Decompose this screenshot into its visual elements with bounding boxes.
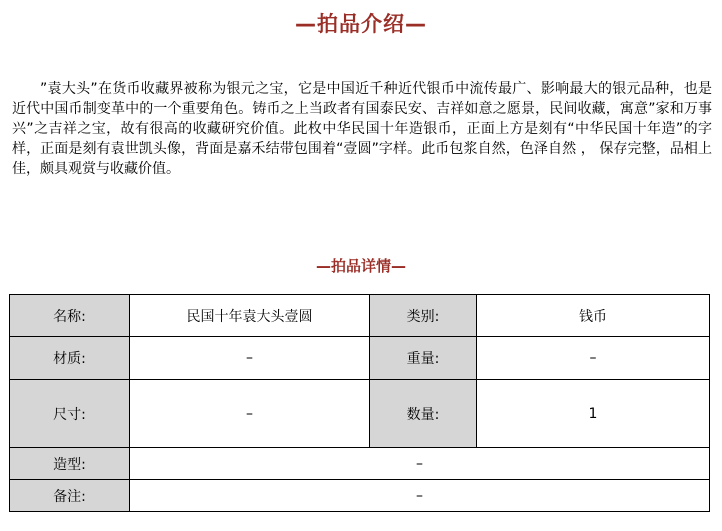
weight-value: – (477, 337, 710, 380)
category-label: 类别: (370, 295, 477, 337)
details-section-title: —拍品详情— (315, 257, 406, 275)
remark-value: – (130, 480, 710, 512)
table-row (10, 480, 710, 512)
material-value: – (130, 337, 370, 380)
table-row (10, 380, 710, 448)
material-label: 材质: (10, 337, 130, 380)
intro-section-title: —拍品介绍— (295, 12, 427, 36)
remark-label: 备注: (10, 480, 130, 512)
details-table (9, 294, 710, 512)
table-row (10, 295, 710, 337)
name-value: 民国十年袁大头壹圆 (130, 295, 370, 337)
shape-label: 造型: (10, 448, 130, 480)
intro-paragraph: ”袁大头”在货币收藏界被称为银元之宝，它是中国近千种近代银币中流传最广、影响最大的银元品种，也是近代中国币制变革中的一个重要角色。铸币之上当政者有国泰民安、吉祥如意之愿景，民间收藏，寓意”家和万事兴”之吉祥之宝，故有很高的收藏研究价值。此枚中华民国十年造银币，正面上方是刻有“中华民国十年造”的字样，正面是刻有袁世凯头像，背面是嘉禾结带包围着“壹圆”字样。此币包浆自然，色泽自然 ， 保存完整，品相上佳，颇具观赏与收藏价值。 (12, 81, 712, 177)
weight-label: 重量: (370, 337, 477, 380)
quantity-label: 数量: (370, 380, 477, 448)
table-row (10, 337, 710, 380)
name-label: 名称: (10, 295, 130, 337)
shape-value: – (130, 448, 710, 480)
size-label: 尺寸: (10, 380, 130, 448)
quantity-value: 1 (477, 380, 710, 448)
size-value: – (130, 380, 370, 448)
table-row (10, 448, 710, 480)
category-value: 钱币 (477, 295, 710, 337)
